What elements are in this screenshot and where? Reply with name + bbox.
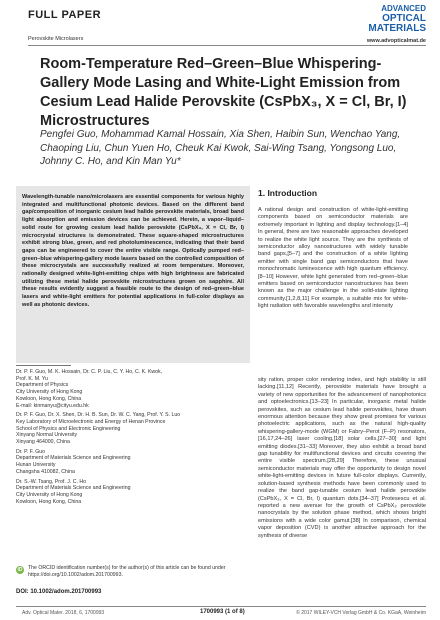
footer-copyright: © 2017 WILEY-VCH Verlag GmbH & Co. KGaA, Weinheim	[296, 610, 426, 616]
affiliation-line: Hunan University	[16, 462, 56, 469]
affiliation-line: Dr. S.-W. Tsang, Prof. J. C. Ho	[16, 478, 86, 485]
orcid-icon: iD	[17, 566, 23, 573]
introduction-column	[258, 186, 426, 311]
abstract-box: Wavelength-tunable nano/microlasers are essential components for various highly integrated and multifunctional photonic devices. Based on the different band gap/composition of inorganic cesium lead halide perovskite materials, broad band light absorption and emission devices can be achieved. Herein, a vapor–liquid–solid route for growing cesium lead halide perovskite (CsPbX₃, X = Cl, Br, I) microcrystal structures is demonstrated. These square-shaped microstructures exhibit strong blue, green, and red photoluminescence, indicating that their band gaps can be engineered to cover the entire visible range. Optically pumped red–green–blue whispering-gallery mode lasers based on the controlled composition of these microcrystals are successfully realized at room temperature. Moreover, rationally designed white-light-emitting chips with high brightness are fabricated utilizing these metal halide perovskite microstructures grown on sapphire. All these results evidently suggest a feasible route to the design of red–green–blue lasers and white-light emitters for potential applications in full-color displays as well as photonic devices.	[16, 186, 250, 363]
doi-link[interactable]: DOI: 10.1002/adom.201700993	[16, 589, 102, 595]
email-link[interactable]: E-mail: kinmanyu@cityu.edu.hk	[16, 402, 89, 409]
affiliation-line: Prof. K. M. Yu	[16, 375, 48, 382]
body-text: sity ration, proper color rendering index, and high stability is still lacking.[11,12] Recently, perovskite materials have brought a variety of new opportunities for the advancement of nanophotonics and optoelectronics.[13–23] In particular, inorganic metal halide perovskites, such as cesium lead halide perovskites, have drawn enormous attention because they show great promises for various photoelectric applications, such as the natural high-quality whispering-gallery-mode (WGM) or Fabry–Perot (F–P) resonators,[16,17,24–26] laser cooling,[18] solar cells,[27–30] and light emitting diodes.[31–33] Moreover, they also exhibit a broad band gap tunability for multifunctional devices and circuits covering the entire visible spectrum.[28,29] Therefore, these unusual semiconductor materials may offer the opportunity to design novel white-light-emitting devices in future full-color displays. Currently, solution-based synthesis methods have been commonly used to realize the band gap-tunable cesium lead halide perovskite (CsPbX₃, X = Cl, Br, I) quantum dots.[34–37] Protesescu et al. reported a new avenue for the growth of CsPbX₃ perovskite nanocrystals by the solution phase method, which shows bright emissions with a wide color gamut.[38] In comparison, chemical vapor deposition (CVD) is another attractive approach for the synthesis of diverse	[258, 377, 426, 539]
introduction-heading: 1. Introduction	[258, 188, 318, 198]
affiliation-line: School of Physics and Electronic Engineering	[16, 425, 121, 432]
journal-logo	[368, 4, 426, 34]
author-list: Pengfei Guo, Mohammad Kamal Hossain, Xia Shen, Haibin Sun, Wenchao Yang, Chaoping Liu, Chun Yuen Ho, Cheuk Kai Kwok, Sai-Wing Tsang, Yongsong Luo, Johnny C. Ho, and Kin Man Yu*	[40, 129, 401, 167]
introduction-text: A rational design and construction of white-light-emitting components based on semiconductor materials are extremely important in lighting and display technology.[1–4] In general, there are two reasonable approaches developed to realize the white light source. They are the synthesis of semiconductor alloy nanostructures with widely tunable band gaps,[5–7] and the construction of a white lighting emitter with single band gap semiconductors that have monochromatic luminescence with high quantum efficiency.[8–10] However, white light generated from red–green–blue emitters based on semiconductor nanostructures has been known as the major challenge in the solid-state lighting community.[1,2,8,11] For example, a suitable mix for white-light radiation with favorable wavelengths and intensity	[258, 207, 408, 310]
footer-citation: Adv. Optical Mater. 2018, 6, 1700993	[22, 610, 105, 616]
affiliation-line: Department of Materials Science and Engineering	[16, 455, 131, 462]
affiliation-divider	[16, 365, 71, 366]
page-number: 1700993 (1 of 8)	[200, 609, 245, 615]
journal-logo-line3: MATERIALS	[368, 23, 426, 34]
affiliation-line: Dr. P. F. Guo, Dr. X. Shen, Dr. H. B. Sun, Dr. W. C. Yang, Prof. Y. S. Luo	[16, 412, 181, 419]
article-title: Room-Temperature Red–Green–Blue Whispering-Gallery Mode Lasing and White-Light Emission from Cesium Lead Halide Perovskite (CsPbX₃, X = Cl, Br, I) Microstructures	[40, 56, 407, 129]
orcid-note	[16, 565, 250, 578]
affiliation-line: City University of Hong Kong	[16, 491, 83, 498]
affiliation-line: Department of Materials Science and Engineering	[16, 485, 131, 492]
journal-logo-line2: OPTICAL	[382, 13, 426, 24]
affiliation-line: Kowloon, Hong Kong, China	[16, 395, 82, 402]
header-divider	[28, 45, 426, 46]
orcid-text: The ORCID identification number(s) for the author(s) of this article can be found under https://doi.org/10.1002/adom.201700993.	[28, 565, 226, 578]
affiliation-line: Dr. P. F. Guo, M. K. Hossain, Dr. C. P. Liu, C. Y. Ho, C. K. Kwok,	[16, 369, 163, 375]
journal-logo-line1: ADVANCED	[381, 4, 426, 13]
affiliation-line: Xinyang Normal University	[16, 432, 78, 439]
article-type-label: FULL PAPER	[28, 9, 102, 21]
affiliation-line: Dr. P. F. Guo	[16, 448, 46, 455]
section-label: Perovskite Microlasers	[28, 36, 84, 42]
page-header	[0, 0, 440, 50]
footer-divider	[16, 606, 426, 607]
affiliation-line: Department of Physics	[16, 382, 69, 389]
affiliation-line: City University of Hong Kong	[16, 389, 83, 396]
affiliations	[16, 369, 250, 505]
affiliation-line: Changsha 410082, China	[16, 468, 75, 475]
affiliation-line: Kowloon, Hong Kong, China	[16, 498, 82, 505]
journal-website-link[interactable]: www.advopticalmat.de	[366, 38, 426, 44]
affiliation-line: Xinyang 464000, China	[16, 439, 70, 446]
affiliation-line: Key Laboratory of Microelectronic and Energy of Henan Province	[16, 418, 166, 425]
